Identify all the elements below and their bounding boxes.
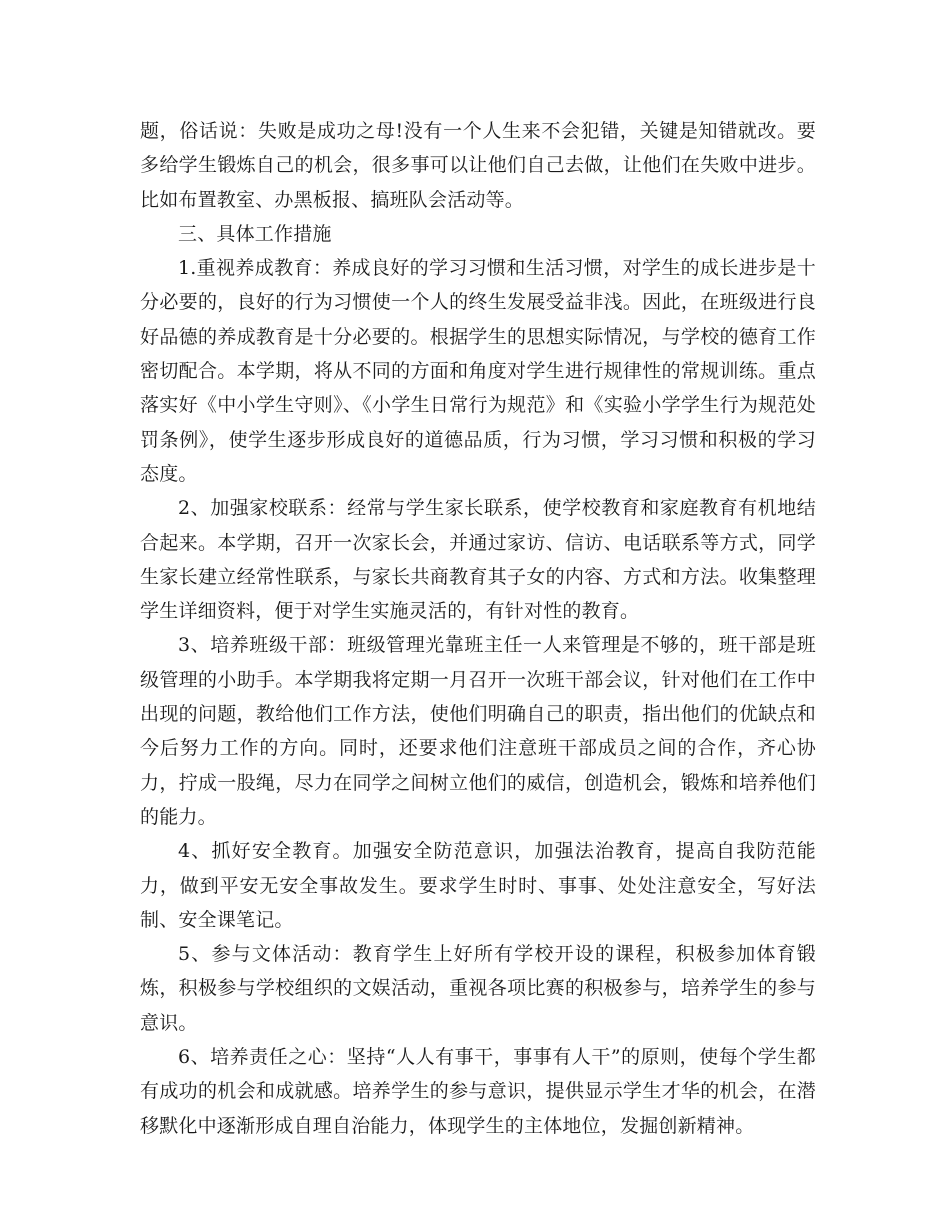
paragraph-sports-culture: 5、参与文体活动：教育学生上好所有学校开设的课程，积极参加体育锻炼，积极参与学校组织的文娱活动，重视各项比赛的积极参与，培养学生的参与意识。 xyxy=(140,943,816,1034)
paragraph-continuation: 题，俗话说：失败是成功之母!没有一个人生来不会犯错，关键是知错就改。要多给学生锻炼自己的机会，很多事可以让他们自己去做，让他们在失败中进步。比如布置教室、办黑板报、搞班队会活动等。 xyxy=(140,120,816,211)
paragraph-responsibility: 6、培养责任之心：坚持“人人有事干，事事有人干”的原则，使每个学生都有成功的机会和成就感。培养学生的参与意识，提供显示学生才华的机会，在潜移默化中逐渐形成自理自治能力，体现学生的主体地位，发掘创新精神。 xyxy=(140,1046,816,1137)
document-body xyxy=(140,114,816,1143)
paragraph-safety-education: 4、抓好安全教育。加强安全防范意识，加强法治教育，提高自我防范能力，做到平安无安全事故发生。要求学生时时、事事、处处注意安全，写好法制、安全课笔记。 xyxy=(140,840,816,931)
section-heading: 三、具体工作措施 xyxy=(178,222,332,245)
paragraph-class-cadres: 3、培养班级干部：班级管理光靠班主任一人来管理是不够的，班干部是班级管理的小助手。本学期我将定期一月召开一次班干部会议，针对他们在工作中出现的问题，教给他们工作方法，使他们明确自己的职责，指出他们的优缺点和今后努力工作的方向。同时，还要求他们注意班干部成员之间的合作，齐心协力，拧成一股绳，尽力在同学之间树立他们的威信，创造机会，锻炼和培养他们的能力。 xyxy=(140,634,816,828)
paragraph-home-school-contact: 2、加强家校联系：经常与学生家长联系，使学校教育和家庭教育有机地结合起来。本学期，召开一次家长会，并通过家访、信访、电话联系等方式，同学生家长建立经常性联系，与家长共商教育其子女的内容、方式和方法。收集整理学生详细资料，便于对学生实施灵活的，有针对性的教育。 xyxy=(140,497,816,623)
paragraph-habit-education: 1.重视养成教育：养成良好的学习习惯和生活习惯，对学生的成长进步是十分必要的，良好的行为习惯使一个人的终生发展受益非浅。因此，在班级进行良好品德的养成教育是十分必要的。根据学生的思想实际情况，与学校的德育工作密切配合。本学期，将从不同的方面和角度对学生进行规律性的常规训练。重点落实好《中小学生守则》、《小学生日常行为规范》和《实验小学学生行为规范处罚条例》，使学生逐步形成良好的道德品质，行为习惯，学习习惯和积极的学习态度。 xyxy=(140,257,816,485)
